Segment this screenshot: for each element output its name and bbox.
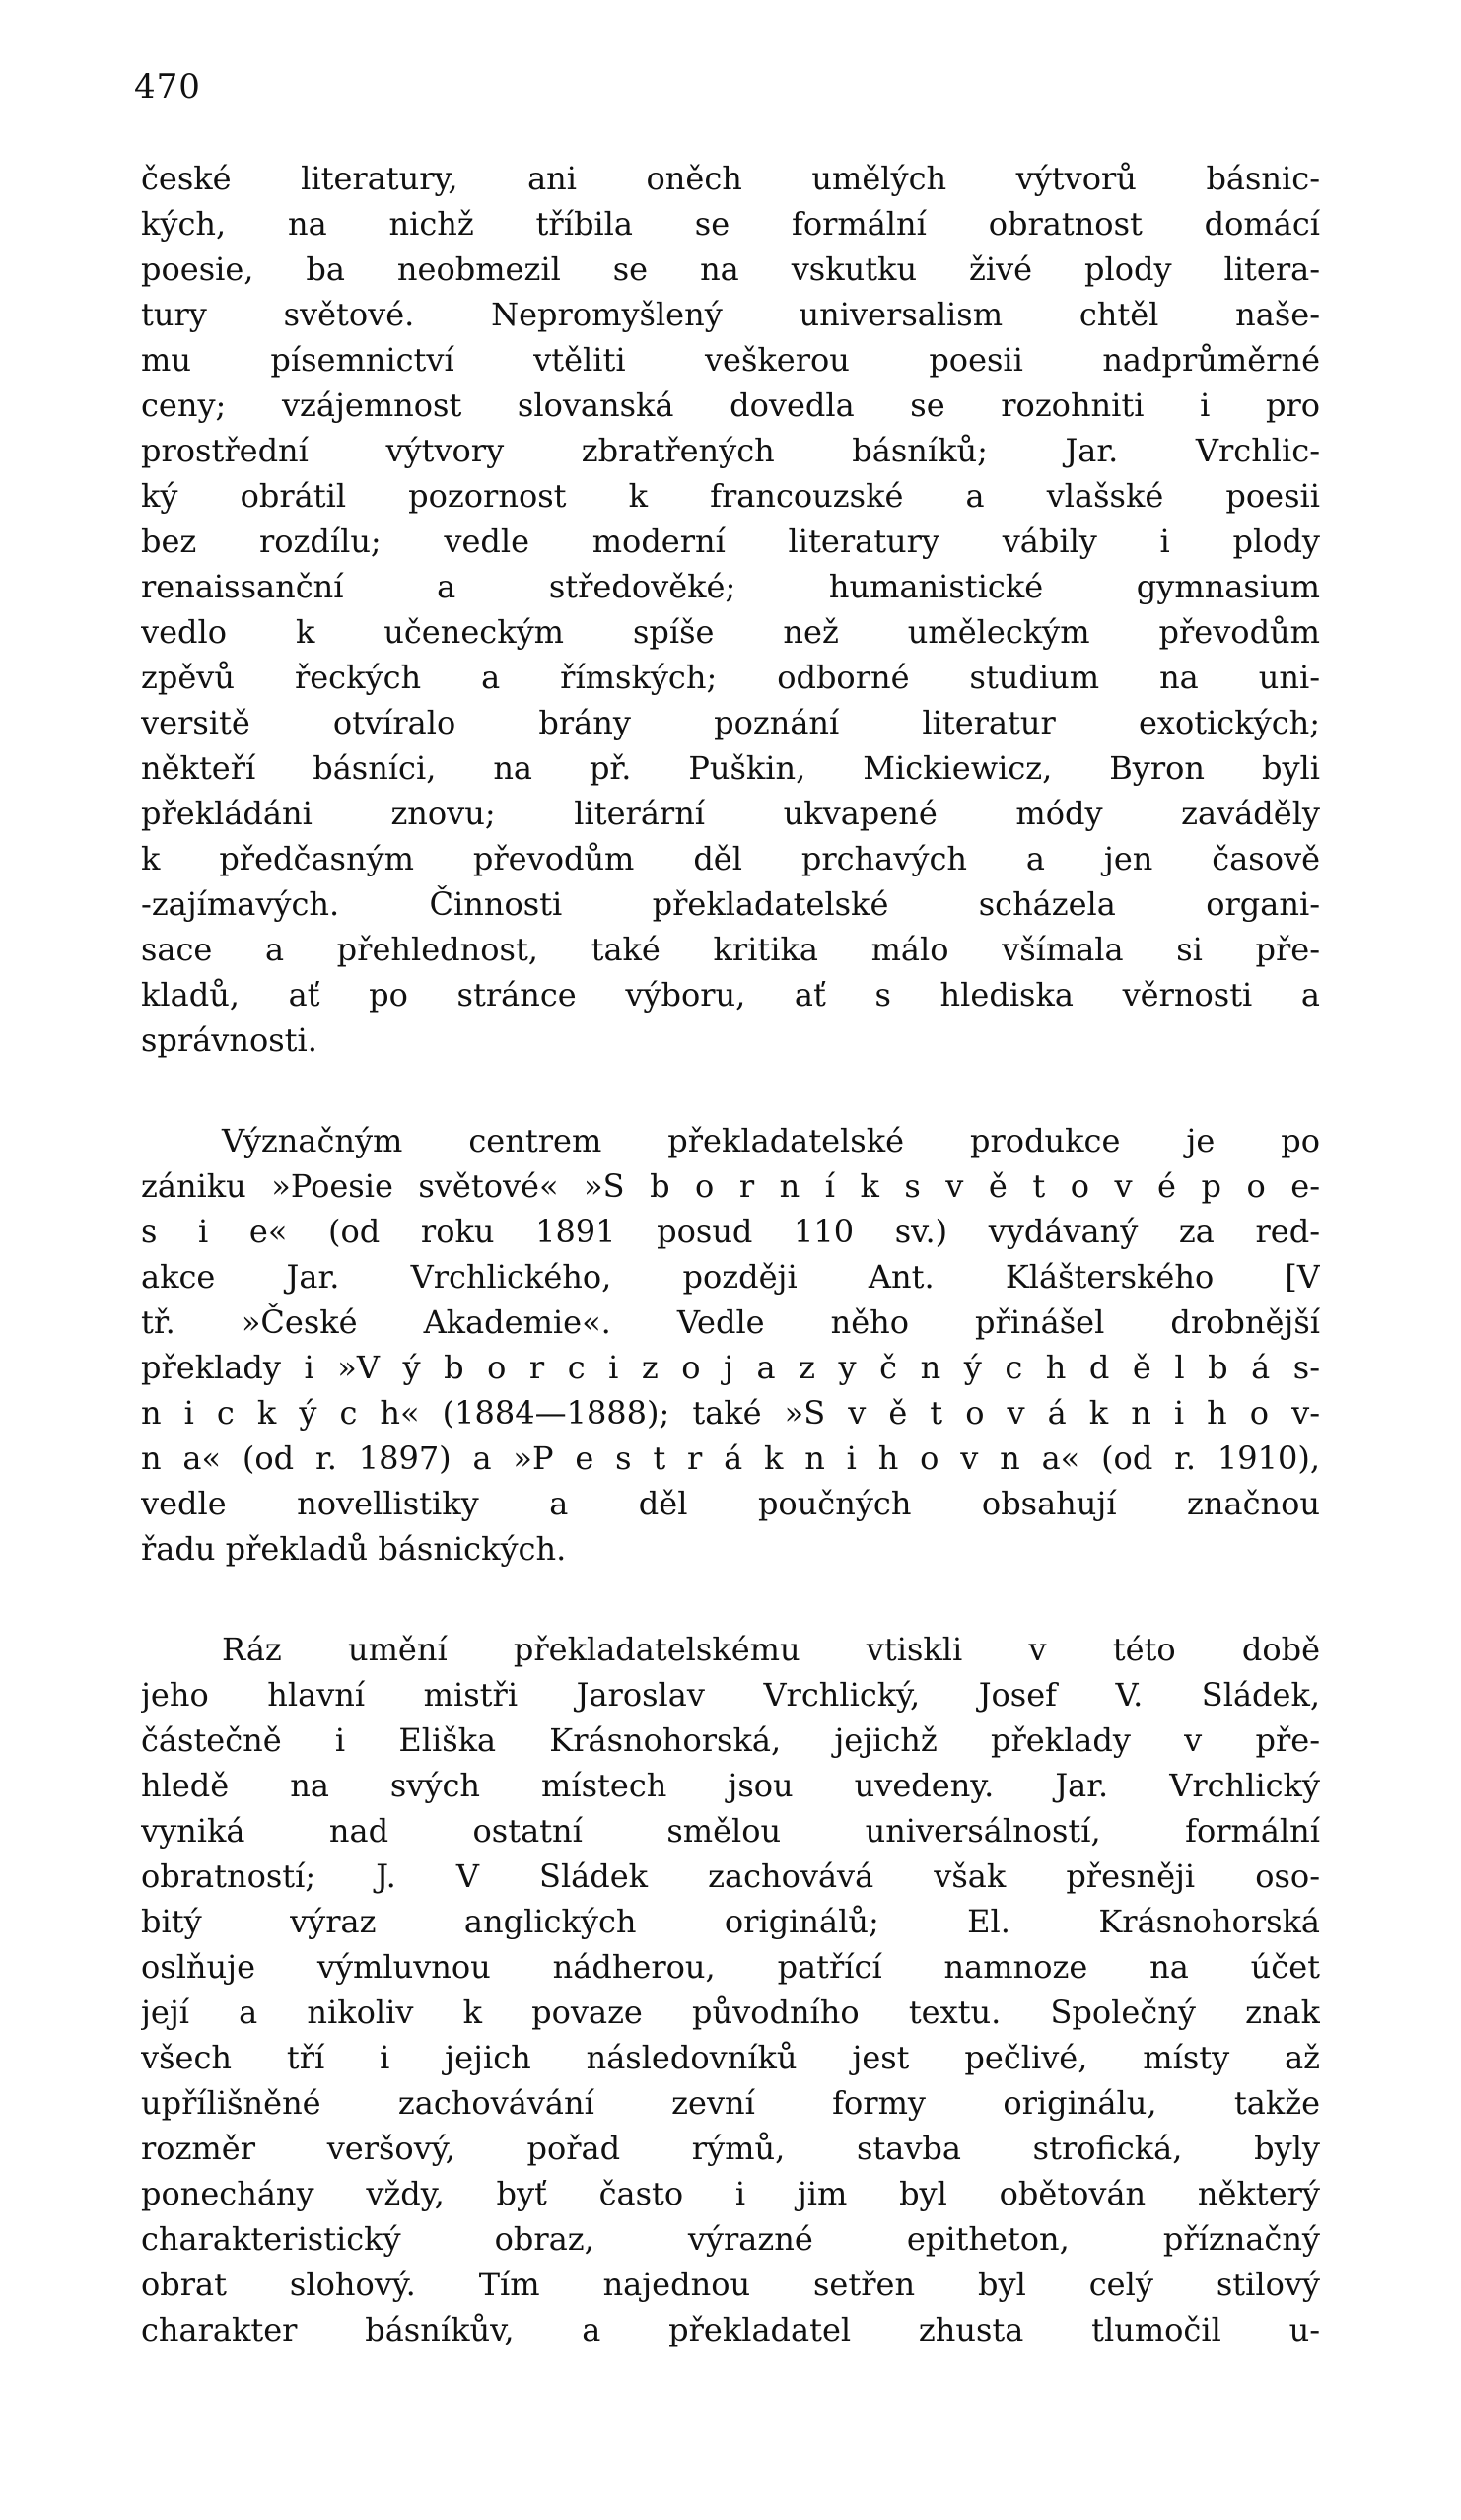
- text-line: vyniká nad ostatní smělou universálností, formální: [141, 1812, 1320, 1850]
- text-line: ceny; vzájemnost slovanská dovedla se rozohniti i pro: [141, 386, 1320, 424]
- text-line: prostřední výtvory zbratřených básníků; Jar. Vrchlic-: [141, 432, 1320, 469]
- text-line: renaissanční a středověké; humanistické gymnasium: [141, 568, 1320, 605]
- text-line: charakter básníkův, a překladatel zhusta tlumočil u-: [141, 2311, 1320, 2348]
- text-line: překládáni znovu; literární ukvapené módy zaváděly: [141, 795, 1320, 832]
- text-line: obrat slohový. Tím najednou setřen byl celý stilový: [141, 2266, 1320, 2303]
- text-line: Ráz umění překladatelskému vtiskli v této době: [222, 1631, 1320, 1668]
- paragraph: [141, 1118, 1320, 1572]
- text-line: správnosti.: [141, 1021, 317, 1059]
- text-line: tury světové. Nepromyšlený universalism chtěl naše-: [141, 296, 1320, 333]
- text-line: n a« (od r. 1897) a »P e s t r á k n i h o v n a« (od r. 1910),: [141, 1439, 1320, 1477]
- text-line: vedlo k učeneckým spíše než uměleckým převodům: [141, 613, 1320, 651]
- text-line: tř. »České Akademie«. Vedle něho přinášel drobnější: [141, 1303, 1320, 1341]
- paragraph-gap: [141, 1063, 1320, 1118]
- text-line: kladů, ať po stránce výboru, ať s hlediska věrnosti a: [141, 976, 1320, 1014]
- text-line: vedle novellistiky a děl poučných obsahují značnou: [141, 1485, 1320, 1522]
- text-line: poesie, ba neobmezil se na vskutku živé plody litera-: [141, 250, 1320, 288]
- text-line: zpěvů řeckých a římských; odborné studium na uni-: [141, 659, 1320, 696]
- text-line: s i e« (od roku 1891 posud 110 sv.) vydávaný za red-: [141, 1213, 1320, 1250]
- text-line: hledě na svých místech jsou uvedeny. Jar. Vrchlický: [141, 1767, 1320, 1804]
- text-line: versitě otvíralo brány poznání literatur exotických;: [141, 704, 1320, 741]
- paragraph: [141, 156, 1320, 1063]
- text-line: ponechány vždy, byť často i jim byl obětován některý: [141, 2175, 1320, 2212]
- text-line: její a nikoliv k povaze původního textu. Společný znak: [141, 1994, 1320, 2031]
- text-line: bez rozdílu; vedle moderní literatury vábily i plody: [141, 523, 1320, 560]
- text-line: zániku »Poesie světové« »S b o r n í k s v ě t o v é p o e-: [141, 1167, 1320, 1205]
- text-column: [141, 156, 1320, 2352]
- text-line: k předčasným převodům děl prchavých a jen časově: [141, 840, 1320, 877]
- text-line: bitý výraz anglických originálů; El. Krásnohorská: [141, 1903, 1320, 1940]
- text-line: české literatury, ani oněch umělých výtvorů básnic-: [141, 160, 1320, 197]
- text-line: sace a přehlednost, také kritika málo všímala si pře-: [141, 931, 1320, 968]
- text-line: mu písemnictví vtěliti veškerou poesii nadprůměrné: [141, 341, 1320, 379]
- text-line: řadu překladů básnických.: [141, 1530, 567, 1568]
- page-number: 470: [134, 67, 201, 106]
- text-line: charakteristický obraz, výrazné epitheton, příznačný: [141, 2220, 1320, 2258]
- text-line: akce Jar. Vrchlického, později Ant. Klášterského [V: [141, 1258, 1320, 1295]
- text-line: ký obrátil pozornost k francouzské a vlašské poesii: [141, 477, 1320, 515]
- text-line: oslňuje výmluvnou nádherou, patřící namnoze na účet: [141, 1948, 1320, 1986]
- text-line: obratností; J. V Sládek zachovává však přesněji oso-: [141, 1857, 1320, 1895]
- text-line: někteří básníci, na př. Puškin, Mickiewicz, Byron byli: [141, 749, 1320, 787]
- text-line: překlady i »V ý b o r c i z o j a z y č n ý c h d ě l b á s-: [141, 1349, 1320, 1386]
- text-line: jeho hlavní mistři Jaroslav Vrchlický, Josef V. Sládek,: [141, 1676, 1320, 1714]
- text-line: všech tří i jejich následovníků jest pečlivé, místy až: [141, 2039, 1320, 2076]
- text-line: Význačným centrem překladatelské produkce je po: [222, 1122, 1320, 1159]
- text-line: částečně i Eliška Krásnohorská, jejichž překlady v pře-: [141, 1721, 1320, 1759]
- text-line: upřílišněné zachovávání zevní formy originálu, takže: [141, 2084, 1320, 2122]
- paragraph-gap: [141, 1572, 1320, 1627]
- text-line: -zajímavých. Činnosti překladatelské scházela organi-: [141, 885, 1320, 923]
- text-line: rozměr veršový, pořad rýmů, stavba strofická, byly: [141, 2130, 1320, 2167]
- text-line: kých, na nichž tříbila se formální obratnost domácí: [141, 205, 1320, 243]
- paragraph: [141, 1627, 1320, 2352]
- text-line: n i c k ý c h« (1884—1888); také »S v ě t o v á k n i h o v-: [141, 1394, 1320, 1432]
